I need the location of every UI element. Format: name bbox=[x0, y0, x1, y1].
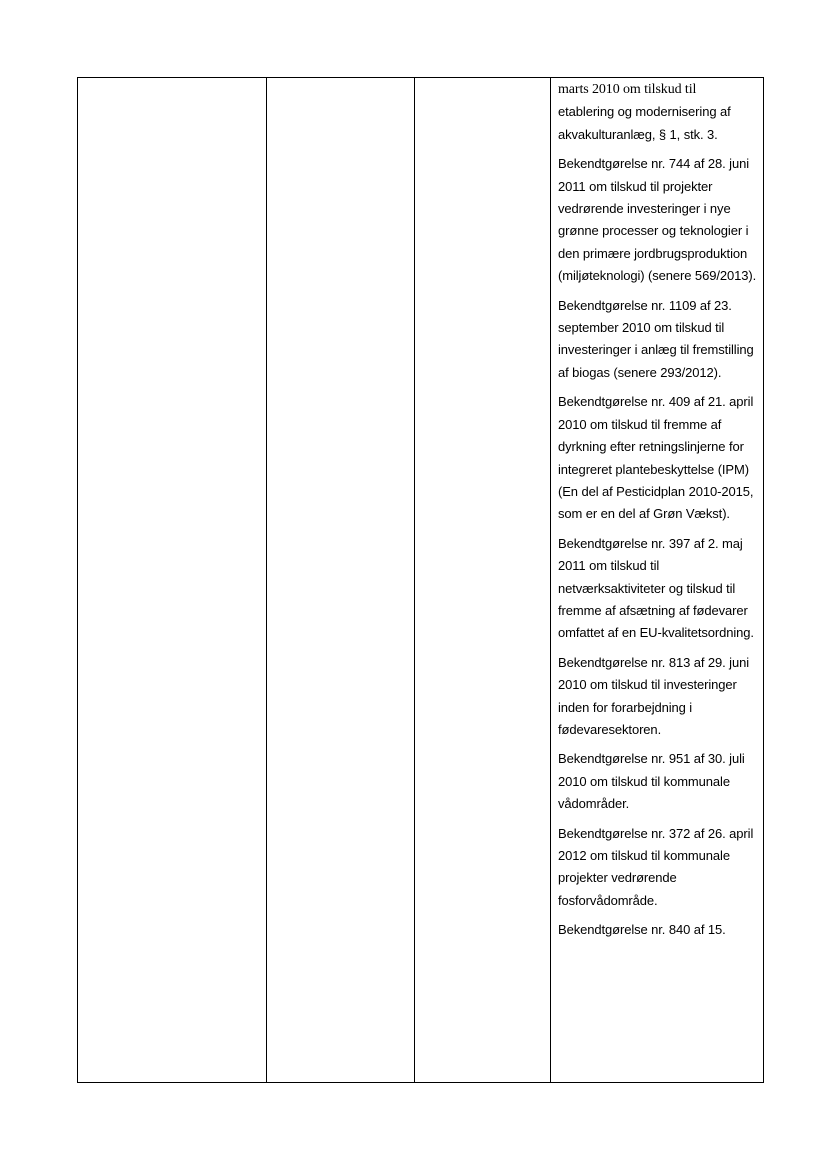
paragraph-1-first-line: marts 2010 om tilskud til bbox=[558, 82, 697, 97]
regulation-paragraph-5: Bekendtgørelse nr. 397 af 2. maj 2011 om tilskud til netværksaktiviteter og tilskud til fremme af afsætning af fødevarer omfattet af en EU-kvalitetsordning. bbox=[558, 535, 754, 641]
regulation-paragraph-7: Bekendtgørelse nr. 951 af 30. juli 2010 om tilskud til kommunale vådområder. bbox=[558, 751, 745, 812]
regulation-paragraph-2: Bekendtgørelse nr. 744 af 28. juni 2011 om tilskud til projekter vedrørende investeringer i nye grønne processer og teknologier i den primære jordbrugsproduktion (miljøteknologi) (senere 569/2013). bbox=[558, 156, 757, 284]
regulation-paragraph-1 bbox=[558, 78, 758, 146]
column-4-cell bbox=[558, 78, 758, 949]
regulation-paragraph-9: Bekendtgørelse nr. 840 af 15. bbox=[558, 922, 726, 938]
regulation-paragraph-4: Bekendtgørelse nr. 409 af 21. april 2010 om tilskud til fremme af dyrkning efter retningslinjerne for integreret plantebeskyttelse (IPM) (En del af Pesticidplan 2010-2015, som er en del af Grøn Vækst). bbox=[558, 394, 754, 522]
regulation-paragraph-8: Bekendtgørelse nr. 372 af 26. april 2012 om tilskud til kommunale projekter vedrørende fosforvådområde. bbox=[558, 825, 754, 908]
regulation-paragraph-3: Bekendtgørelse nr. 1109 af 23. september 2010 om tilskud til investeringer i anlæg til fremstilling af biogas (senere 293/2012). bbox=[558, 297, 754, 380]
paragraph-1-text: etablering og modernisering af akvakulturanlæg, § 1, stk. 3. bbox=[558, 104, 731, 142]
column-divider-1 bbox=[266, 78, 267, 1082]
column-divider-3 bbox=[550, 78, 551, 1082]
regulation-table bbox=[77, 77, 764, 1083]
regulation-paragraph-6: Bekendtgørelse nr. 813 af 29. juni 2010 om tilskud til investeringer inden for forarbejdning i fødevaresektoren. bbox=[558, 654, 750, 737]
column-divider-2 bbox=[414, 78, 415, 1082]
